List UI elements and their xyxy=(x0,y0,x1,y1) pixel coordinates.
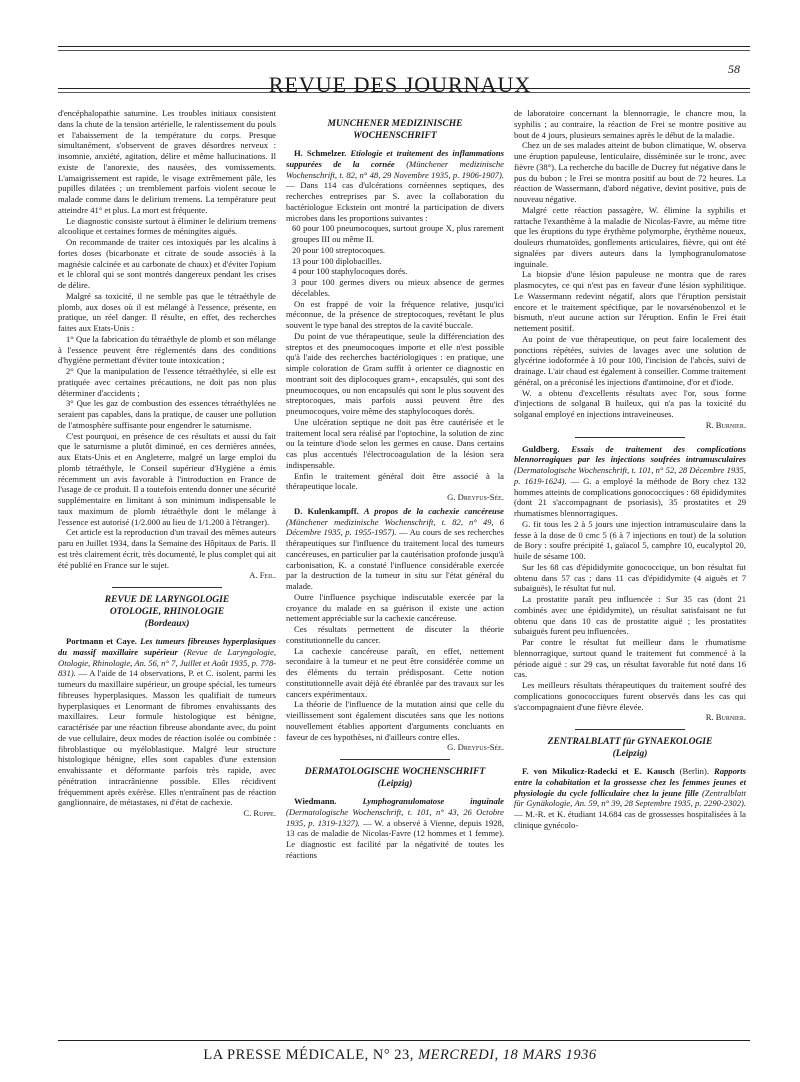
article-source: (Dermatologische Wochenschrift, t. 101, n° 52, 28 Décembre 1935, p. 1619-1624). xyxy=(514,465,746,486)
article-source: (Münchener medizinische Wochenschrift, t. 82, n° 49, 6 Décembre 1935, p. 1955-1957). xyxy=(286,516,504,538)
paragraph: Malgré sa toxicité, il ne semble pas que le tétraéthyle de plomb, aux doses où il est mélangé à l'essence, présente, en pratique, un réel danger. Il résulte, en effet, des recherches faites aux Etats-Unis : xyxy=(58,290,276,333)
paragraph: Les meilleurs résultats thérapeutiques du traitement soufré des complications gonococciques furent observés dans les cas qui s'accompagnaient d'une fièvre élevée. xyxy=(514,680,746,712)
divider xyxy=(575,729,685,730)
page-number: 58 xyxy=(728,62,740,76)
signature: C. Ruppe. xyxy=(243,808,276,818)
article-abstract xyxy=(58,636,276,808)
signature: R. Burnier. xyxy=(705,419,746,430)
article-text: — Dans 114 cas d'ulcérations cornéennes septiques, des recherches entreprises par S. avec la collaboration du bactériologue Eckstein ont montré la participation de divers microbes dans les proportions suivantes : xyxy=(286,180,504,223)
paragraph: Au point de vue thérapeutique, on peut faire localement des ponctions répétées, suivies de lavages avec une solution de glycérine iodoformée à 10 pour 100, l'incision de l'abcès, suivi de drainage. L'air chaud est également à conseiller. Comme traitement général, on a préconisé les injections d'antimoine, d'or et d'iode. xyxy=(514,333,746,387)
article-authors: Guldberg. xyxy=(522,443,560,454)
list-item: 60 pour 100 pneumocoques, surtout groupe X, plus rarement groupes III ou même II. xyxy=(292,223,504,244)
article-authors: H. Schmelzer. xyxy=(294,148,347,158)
journal-location: (Leipzig) xyxy=(612,749,648,759)
article-place: (Berlin). xyxy=(679,766,709,776)
paragraph: G. fit tous les 2 à 5 jours une injection intramusculaire dans la fesse à la dose de 0 cmc 5 (6 à 7 injections en tout) de la solution de Bory : soufre précipité 1, gaïacol 5, camphre 10, eucalyptol 20, huile de sésame 100. xyxy=(514,518,746,561)
article-abstract xyxy=(286,796,504,861)
publication-name: LA PRESSE MÉDICALE, xyxy=(203,1047,369,1063)
journal-location: (Leipzig) xyxy=(377,779,413,789)
article-title: A propos de la cachexie cancéreuse xyxy=(363,505,504,516)
article-title: Etiologie et traitement des inflammations suppurées de la cornée xyxy=(286,148,504,169)
paragraph: 3° Que les gaz de combustion des essences tétraéthylées ne seraient pas capables, dans la pratique, de causer une pollution de l'atmosphère suffisante pour engendrer le saturnisme. xyxy=(58,398,276,430)
column-3 xyxy=(514,108,746,831)
paragraph: Enfin le traitement général doit être associé à la thérapeutique locale. xyxy=(286,470,504,492)
header-rule-top xyxy=(58,46,750,47)
article-authors: Wiedmann. xyxy=(294,796,337,806)
paragraph: d'encéphalopathie saturnine. Les troubles initiaux consistent dans la chute de la tension artérielle, le ralentissement du pouls et l'abaissement de la température du corps. Presque simultanément, s'observent de graves désordres nerveux : insomnie, anxiété, agitation, délire et même hallucinations. Il existe de l'anorexie, des nausées, des vomissements. L'amaigrissement est rapide, le visage extrêmement pâle, les pupilles dilatées ; un tremblement parfois violent secoue le malade comme dans le delirium tremens. La température peut atteindre 41° et plus. La mort est fréquente. xyxy=(58,108,276,215)
journal-name-line2: WOCHENSCHRIFT xyxy=(353,131,437,141)
paragraph: Chez un de ses malades atteint de bubon climatique, W. observa une éruption papuleuse, lenticulaire, disséminée sur le tronc, avec fièvre (38°). La recherche du bacille de Ducrey fut négative dans le pus du bubon ; le Frei se montra positif au bout de 72 heures. La réaction de Wassermann, d'abord négative, devint positive, puis de nouveau négative. xyxy=(514,140,746,204)
article-authors: D. Kulenkampff. xyxy=(294,505,359,516)
paragraph: La théorie de l'influence de la mutation ainsi que celle du vieillissement sont également discutées sans que les notions nouvellement établies apportent d'arguments concluants en faveur de ces hypothèses, ni d'ailleurs contre elles. xyxy=(286,699,504,742)
journal-section-heading xyxy=(286,118,504,142)
journal-name: DERMATOLOGISCHE WOCHENSCHRIFT xyxy=(304,767,486,777)
paragraph: Du point de vue thérapeutique, seule la différenciation des streptos et des pneumocoques importe et elle n'est possible qu'à l'aide des recherches bactériologiques : en pratique, une simple coloration de Gram suffit à orienter ce diagnostic en montrant soit des diplocoques gram+, encapsulés, qui sont des pneumocoques, ou non encapsulés qui sont le plus souvent des streptocoques, mais parfois aussi peuvent être des pneumocoques, voire même des staphylocoques dorés. xyxy=(286,330,504,416)
paragraph: 2° Que la manipulation de l'essence tétraéthylée, si elle est pratiquée avec certaines précautions, ne doit pas non plus déterminer d'accidents ; xyxy=(58,366,276,398)
header-rule-bottom-inner xyxy=(58,92,750,93)
article-authors: F. von Mikulicz-Radecki et E. Kausch xyxy=(522,766,675,776)
journal-name: MUNCHENER MEDIZINISCHE xyxy=(327,119,463,129)
journal-location: (Bordeaux) xyxy=(144,619,190,629)
issue-number: N° 23, xyxy=(372,1047,414,1063)
article-text: — W. a observé à Vienne, depuis 1928, 13 cas de maladie de Nicolas-Favre (12 hommes et 1 femme). Le diagnostic est facilité par la négativité de toutes les réactions xyxy=(286,817,505,860)
paragraph: La prostatite paraît peu influencée : Sur 35 cas (dont 21 combinés avec une épididymite), un résultat satisfaisant ne fut obtenu que dans 10 cas de prostatite aiguë ; les prostatites subaiguës furent peu influencées. xyxy=(514,594,746,637)
paragraph: Le diagnostic consiste surtout à éliminer le delirium tremens alcoolique et certaines formes de méningites aiguës. xyxy=(58,215,276,237)
paragraph: Ces résultats permettent de discuter la théorie constitutionnelle du cancer. xyxy=(286,624,504,645)
header-rule-bottom xyxy=(58,88,750,89)
signature: R. Burnier. xyxy=(705,712,746,723)
paragraph: La cachexie cancéreuse paraît, en effet, nettement secondaire à la tumeur et ne peut être considérée comme un des éléments du terrain prédisposant. Cette notion constitutionnelle avait déjà été ébranlée par des travaux sur les cancers expérimentaux. xyxy=(286,645,504,699)
journal-name: ZENTRALBLATT für GYNAEKOLOGIE xyxy=(547,737,713,747)
article-source: (Münchener medizinische Wochenschrift, t. 82, n° 48, 29 Novembre 1935, p. 1906-1907). xyxy=(286,158,504,180)
paragraph: Malgré cette réaction passagère, W. élimine la syphilis et rattache l'exanthème à la maladie de Nicolas-Favre, au même titre que les éruptions du type érythème polymorphe, érythème noueux, douleurs rhumatoïdes, gonflements articulaires, fièvre, qui ont été signalées par divers auteurs dans la lymphogranulomatose inguinale. xyxy=(514,204,746,269)
divider xyxy=(340,759,450,760)
article-abstract xyxy=(514,444,746,519)
article-abstract xyxy=(286,148,504,223)
journal-section-heading xyxy=(286,766,504,790)
article-text: — A l'aide de 14 observations, P. et C. isolent, parmi les tumeurs du maxillaire supérieur, un groupe spécial, les tumeurs fibreuses hyperplasiques. Masson les qualifiait de tumeurs hyperplasiques et Lenormant de fibromes envahissants des maxillaires. Leur formule histologique est bénigne, caractérisée par une réaction fibreuse abondante avec, du point de vue cellulaire, deux modes de réaction isolée ou combinée : fibroblastique ou myéloblastique. Malgré leur structure histologique bénigne, elles sont capables d'une extension envahissante et déformante parfois très rapide, avec pénétration intracrânienne possible. Elles récidivent fréquemment après exérèse. Elles n'entraînent pas de réaction ganglionnaire, de métastases, ni d'état de cachexie. xyxy=(58,668,276,808)
list-item: 20 pour 100 streptocoques. xyxy=(292,244,386,255)
article-title: Essais de traitement des complications blennorragiques par les injections soufrées intramusculaires xyxy=(514,443,746,465)
paragraph: Cet article est la reproduction d'un travail des mêmes auteurs paru en Juillet 1934, dans la Semaine des Hôpitaux de Paris. Il est très clairement écrit, très documenté, le plus complet qui ait été publié en France sur le sujet. xyxy=(58,527,276,570)
paragraph: C'est pourquoi, en présence de ces résultats et aussi du fait que le saturnisme a plutôt diminué, en ces dernières années, aux Etats-Unis et en Angleterre, malgré un large emploi du plomb tétraéthyle, le Conseil supérieur d'Hygiène a émis récemment un avis favorable à l'introduction en France de l'usage de ce produit. Il a toutefois entendu donner une sécurité supplémentaire en limitant à son minimum indispensable le taux maximum de plomb tétraéthyle dont le mélange à l'essence est autorisé (1/2.000 au lieu de 1/1.200 à l'étranger). xyxy=(58,430,276,527)
paragraph: Outre l'influence psychique indiscutable exercée par la croyance du malade en sa guérison il existe une action nettement appréciable sur la cachexie cancéreuse. xyxy=(286,591,504,624)
journal-section-heading xyxy=(514,736,746,760)
paragraph: La biopsie d'une lésion papuleuse ne montra que de rares plasmocytes, ce qui n'est pas en faveur d'une lésion syphilitique. Le Wassermann redevint négatif, alors que l'éruption persistait encore et le traitement spécifique, par le novarsénobenzol et le bismuth, n'eut aucune action sur l'éruption. Enfin le Frei était nettement positif. xyxy=(514,269,746,333)
journal-name: REVUE DE LARYNGOLOGIE xyxy=(104,595,230,605)
footer-rule xyxy=(58,1040,750,1041)
article-text: — G. a employé la méthode de Bory chez 132 hommes atteints de complications gonococciques : 68 épididymites (dont 21 s'accompagnant de psoriasis), 35 prostatites et 29 rhumatismes blennorragiques. xyxy=(514,475,746,518)
paragraph: de laboratoire concernant la blennorragie, le chancre mou, la syphilis ; au contraire, la réaction de Frei se montre positive au bout de 4 jours, plusieurs semaines après le début de la maladie. xyxy=(514,108,746,140)
article-title: Les tumeurs fibreuses hyperplasiques du massif maxillaire supérieur xyxy=(58,636,276,657)
column-2 xyxy=(286,108,504,861)
signature: A. Feil. xyxy=(249,570,276,581)
journal-name-line2: OTOLOGIE, RHINOLOGIE xyxy=(109,607,225,617)
paragraph: Sur les 68 cas d'épididymite gonococcique, un bon résultat fut obtenu dans 57 cas ; dans 11 cas d'épididymite (4 aiguës et 7 subaiguës), le résultat fut nul. xyxy=(514,561,746,594)
column-1 xyxy=(58,108,276,821)
list-item: 3 pour 100 germes divers ou mieux absence de germes décelables. xyxy=(292,277,504,298)
paragraph: 1° Que la fabrication du tétraéthyle de plomb et son mélange à l'essence peuvent être réglementés dans des conditions d'hygiène permettant d'éviter toute intoxication ; xyxy=(58,333,276,366)
header-rule-top-inner xyxy=(58,50,750,51)
article-abstract xyxy=(286,506,504,592)
list-item: 13 pour 100 diplobacilles. xyxy=(292,255,382,266)
divider xyxy=(575,437,685,438)
article-authors: Portmann et Caye. xyxy=(66,636,137,646)
paragraph: Une ulcération septique ne doit pas être cautérisée et le traitement local sera réalisé par l'optochine, la solution de zinc ou la teinture d'iode selon les germes en cause. Dans certains cas plus accentués l'électrocoagulation de la lésion sera indispensable. xyxy=(286,416,504,470)
signature: G. Dreyfus-Sée. xyxy=(447,492,504,502)
paragraph: W. a obtenu d'excellents résultats avec l'or, sous forme d'injections de solganal B huileux, qui n'a pas la toxicité du solganal employé en injections intraveineuses. xyxy=(514,387,746,419)
article-source: (Zentralblatt für Gynäkologie, An. 59, n° 39, 28 Septembre 1935, p. 2290-2302). xyxy=(514,787,746,809)
article-text: — M.-R. et K. étudiant 14.684 cas de grossesses hospitalisées à la clinique gynécolo- xyxy=(514,809,746,830)
page-footer xyxy=(0,1047,800,1064)
article-title: Lymphogranulomatose inguinale xyxy=(362,796,504,806)
paragraph: On est frappé de voir la fréquence relative, jusqu'ici méconnue, de la présence de streptocoques, revêtant le plus souvent le type banal des streptos de la cavité buccale. xyxy=(286,298,504,330)
paragraph: Par contre le résultat fut meilleur dans le rhumatisme blennorragique, surtout quand le traitement fut commencé à la période aiguë : sur 29 cas, un résultat favorable fut noté dans 16 cas. xyxy=(514,637,746,680)
page-title: REVUE DES JOURNAUX xyxy=(268,71,532,97)
article-source: (Dermatologische Wochenschrift, t. 101, n° 43, 26 Octobre 1935, p. 1319-1327). xyxy=(286,806,504,828)
journal-section-heading xyxy=(58,594,276,630)
divider xyxy=(112,587,222,588)
article-title: Rapports entre la cohabitation et la grossesse chez les femmes jeunes et physiologie du cycle folliculaire chez la jeune fille xyxy=(514,766,746,798)
list-item: 4 pour 100 staphylocoques dorés. xyxy=(292,266,408,277)
issue-date: MERCREDI, 18 MARS 1936 xyxy=(418,1047,597,1063)
article-abstract xyxy=(514,766,746,831)
paragraph: On recommande de traiter ces intoxiqués par les alcalins à fortes doses (bicarbonate et citrate de soude associés à la magnésie calcinée et au carbonate de chaux) et d'éviter l'opium et le chloral qui se sont montrés dangereux pendant les crises de délire. xyxy=(58,237,276,290)
article-source: (Revue de Laryngologie, Otologie, Rhinologie, An. 56, n° 7, Juillet et Août 1935, p. 778-831). xyxy=(58,646,276,679)
article-text: — Au cours de ses recherches thérapeutiques sur l'influence du traitement local des tumeurs cancéreuses, en particulier par la cautérisation profonde jusqu'à carbonisation, K. a constaté l'influence considérable exercée par la destruction de la tumeur in situ sur l'état général du malade. xyxy=(286,527,505,591)
signature: G. Dreyfus-Sée. xyxy=(447,742,504,753)
